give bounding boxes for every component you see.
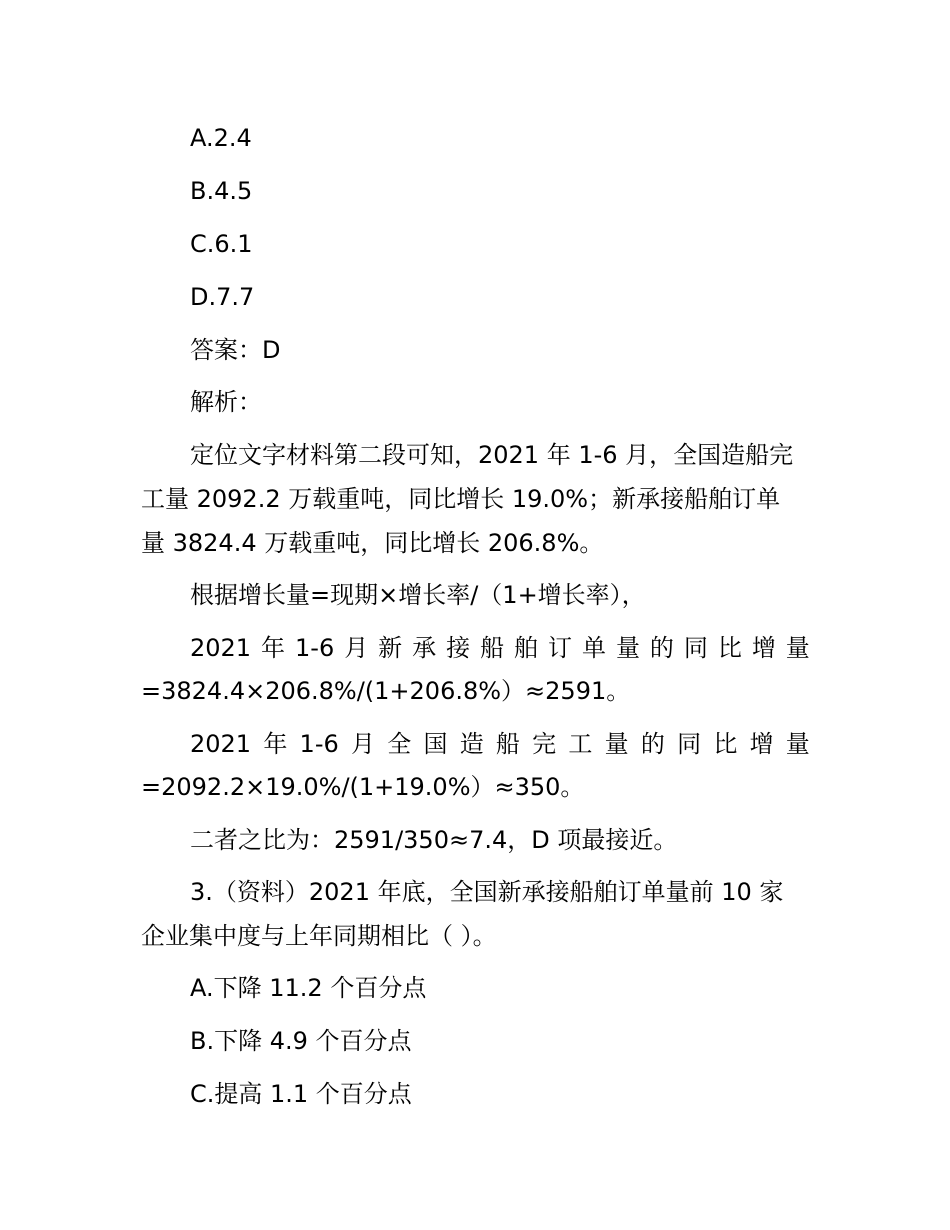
word: 同 <box>677 730 702 758</box>
word: 承 <box>412 634 437 662</box>
analysis-label: 解析： <box>190 388 262 416</box>
word: 1-6 <box>295 634 335 662</box>
word: 接 <box>446 634 471 662</box>
word: 年 <box>261 634 286 662</box>
q3-option-b: B.下降 4.9 个百分点 <box>190 1027 412 1055</box>
word: 单 <box>581 634 606 662</box>
calc1-line2: =3824.4×206.8%/(1+206.8%）≈2591。 <box>141 677 631 705</box>
paragraph-line: 量 3824.4 万载重吨，同比增长 206.8%。 <box>141 529 604 557</box>
word: 增 <box>751 634 776 662</box>
question-3-line2: 企业集中度与上年同期相比（ ）。 <box>141 922 497 950</box>
word: 增 <box>749 730 774 758</box>
word: 2021 <box>190 730 252 758</box>
word: 的 <box>640 730 665 758</box>
word: 舶 <box>514 634 539 662</box>
word: 国 <box>423 730 448 758</box>
word: 2021 <box>190 634 252 662</box>
word: 工 <box>568 730 593 758</box>
option-c: C.6.1 <box>190 230 253 258</box>
word: 量 <box>785 730 810 758</box>
calc2-line1 <box>190 729 810 759</box>
word: 船 <box>480 634 505 662</box>
word: 订 <box>548 634 572 662</box>
calc2-line2: =2092.2×19.0%/(1+19.0%）≈350。 <box>141 773 585 801</box>
word: 同 <box>683 634 708 662</box>
paragraph-line: 工量 2092.2 万载重吨，同比增长 19.0%；新承接船舶订单 <box>141 485 781 513</box>
formula-line: 根据增长量=现期×增长率/（1+增长率）， <box>190 581 646 609</box>
word: 年 <box>263 730 288 758</box>
word: 1-6 <box>299 730 339 758</box>
word: 量 <box>785 634 810 662</box>
word: 的 <box>649 634 674 662</box>
option-d: D.7.7 <box>190 283 255 311</box>
answer-line: 答案：D <box>190 336 281 364</box>
word: 量 <box>604 730 629 758</box>
calc1-line1 <box>190 633 810 663</box>
word: 全 <box>387 730 412 758</box>
word: 量 <box>615 634 640 662</box>
q3-option-a: A.下降 11.2 个百分点 <box>190 974 427 1002</box>
word: 月 <box>350 730 375 758</box>
word: 新 <box>378 634 403 662</box>
word: 比 <box>713 730 738 758</box>
question-3-line1: 3.（资料）2021 年底，全国新承接船舶订单量前 10 家 <box>190 878 784 906</box>
q3-option-c: C.提高 1.1 个百分点 <box>190 1080 412 1108</box>
paragraph-line: 定位文字材料第二段可知，2021 年 1-6 月，全国造船完 <box>190 441 794 469</box>
word: 船 <box>495 730 520 758</box>
word: 月 <box>344 634 369 662</box>
word: 比 <box>717 634 742 662</box>
option-b: B.4.5 <box>190 177 253 205</box>
word: 造 <box>459 730 484 758</box>
word: 完 <box>532 730 557 758</box>
ratio-line: 二者之比为：2591/350≈7.4，D 项最接近。 <box>190 826 678 854</box>
option-a: A.2.4 <box>190 124 252 152</box>
